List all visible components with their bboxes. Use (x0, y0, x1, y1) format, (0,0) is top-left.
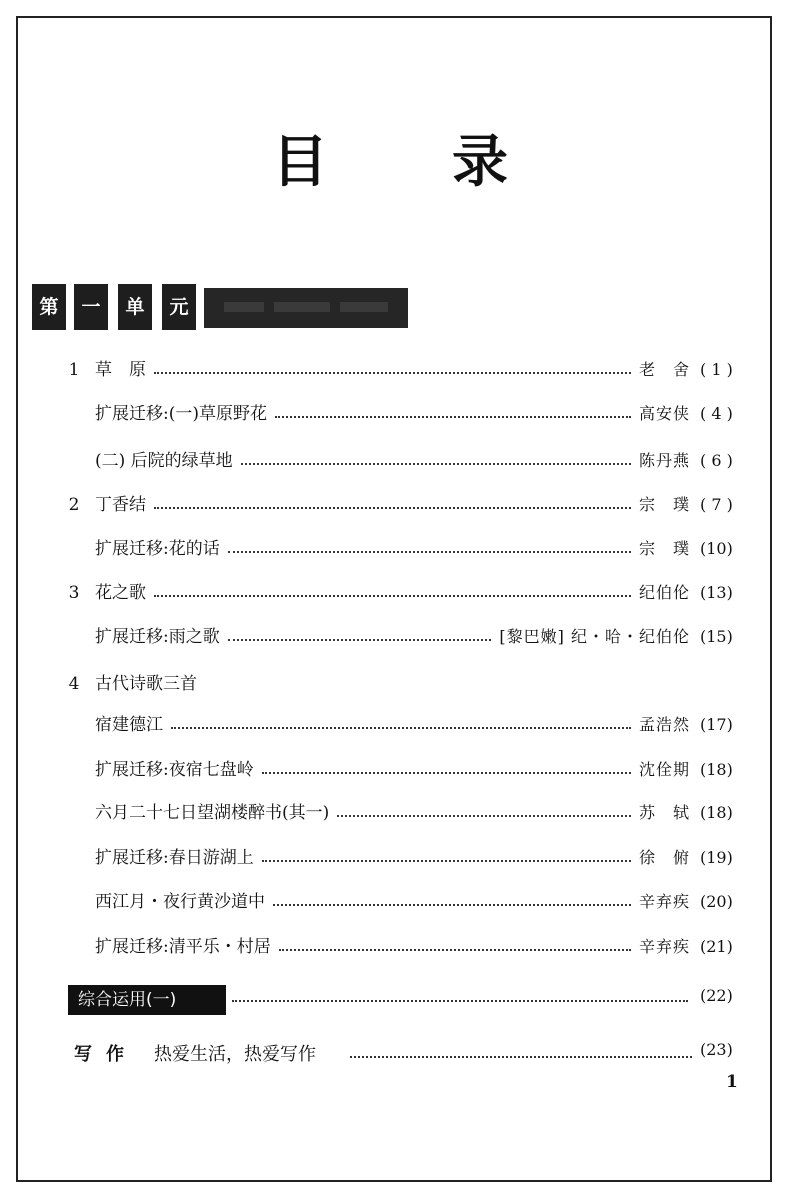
toc-title[interactable]: 宿建德江 (95, 711, 169, 739)
toc-leader (154, 595, 631, 597)
toc-author: 孟浩然 (638, 715, 690, 734)
footer-page-number: 1 (726, 1072, 738, 1092)
toc-row[interactable] (0, 670, 790, 698)
writing-key: 写作 (74, 1044, 138, 1065)
toc-author: 高安侠 (638, 404, 690, 423)
toc-author: 辛弃疾 (638, 937, 690, 956)
toc-title[interactable]: 西江月・夜行黄沙道中 (95, 888, 271, 916)
toc-author: 宗 璞 (638, 495, 690, 514)
toc-leader (262, 860, 631, 862)
toc-row[interactable] (0, 356, 790, 384)
toc-page: ( 4 ) (700, 404, 733, 423)
toc-title[interactable]: 扩展迁移:(一)草原野花 (95, 400, 273, 428)
toc-row[interactable] (0, 844, 790, 872)
toc-leader (337, 815, 631, 817)
toc-row[interactable] (0, 623, 790, 651)
toc-title[interactable]: 扩展迁移:夜宿七盘岭 (95, 756, 260, 784)
toc-author: 陈丹燕 (638, 451, 690, 470)
page-title (0, 128, 790, 198)
toc-page: (18) (700, 760, 733, 779)
toc-title[interactable]: 丁香结 (95, 491, 152, 519)
toc-author: 老 舍 (638, 360, 690, 379)
title-char-1: 目 (272, 130, 328, 195)
toc-row[interactable] (0, 799, 790, 827)
toc-page: (17) (700, 715, 733, 734)
toc-leader (171, 727, 631, 729)
toc-leader (262, 772, 631, 774)
toc-title[interactable]: 扩展迁移:清平乐・村居 (95, 933, 277, 961)
toc-author: 宗 璞 (638, 539, 690, 558)
toc-page: (15) (700, 627, 733, 646)
toc-row[interactable] (0, 400, 790, 428)
toc-page: ( 6 ) (700, 451, 733, 470)
toc-page: (10) (700, 539, 733, 558)
toc-author: [黎巴嫩] 纪・哈・纪伯伦 (499, 627, 690, 646)
unit-char: 单 (118, 284, 152, 330)
unit-banner (32, 284, 412, 330)
writing-leader (350, 1056, 692, 1058)
writing-page: (23) (700, 1040, 733, 1059)
toc-title[interactable]: (二) 后院的绿草地 (95, 447, 239, 475)
toc-page: ( 1 ) (700, 360, 733, 379)
toc-page: (19) (700, 848, 733, 867)
toc-title[interactable]: 扩展迁移:花的话 (95, 535, 226, 563)
unit-char: 元 (162, 284, 196, 330)
toc-number: 1 (68, 360, 80, 380)
toc-leader (241, 463, 631, 465)
comprehensive-leader (232, 1000, 688, 1002)
toc-author: 沈佺期 (638, 760, 690, 779)
toc-page: (21) (700, 937, 733, 956)
toc-leader (275, 416, 631, 418)
toc-row[interactable] (0, 933, 790, 961)
toc-leader (154, 372, 631, 374)
unit-char: 一 (74, 284, 108, 330)
toc-page: ( 7 ) (700, 495, 733, 514)
unit-theme-block (204, 288, 408, 328)
toc-page: (20) (700, 892, 733, 911)
toc-row[interactable] (0, 447, 790, 475)
toc-leader (154, 507, 631, 509)
toc-page: (18) (700, 803, 733, 822)
toc-row[interactable] (0, 711, 790, 739)
toc-author: 苏 轼 (638, 803, 690, 822)
toc-title[interactable]: 花之歌 (95, 579, 152, 607)
toc-row[interactable] (0, 756, 790, 784)
toc-author: 辛弃疾 (638, 892, 690, 911)
toc-leader (279, 949, 631, 951)
title-char-2: 录 (452, 130, 508, 195)
toc-title[interactable]: 古代诗歌三首 (95, 670, 203, 698)
comprehensive-label[interactable]: 综合运用(一) (68, 985, 226, 1015)
toc-title[interactable]: 六月二十七日望湖楼醉书(其一) (95, 799, 335, 827)
toc-number: 3 (68, 583, 80, 603)
toc-author: 徐 俯 (638, 848, 690, 867)
toc-title[interactable]: 扩展迁移:雨之歌 (95, 623, 226, 651)
toc-row[interactable] (0, 579, 790, 607)
toc-page: (13) (700, 583, 733, 602)
toc-title[interactable]: 草 原 (95, 356, 152, 384)
unit-char: 第 (32, 284, 66, 330)
toc-row[interactable] (0, 491, 790, 519)
toc-leader (228, 551, 631, 553)
writing-title[interactable]: 热爱生活，热爱写作 (154, 1044, 316, 1065)
toc-leader (228, 639, 492, 641)
toc-number: 2 (68, 495, 80, 515)
toc-row[interactable] (0, 535, 790, 563)
comprehensive-page: (22) (700, 986, 733, 1005)
toc-row[interactable] (0, 888, 790, 916)
toc-title[interactable]: 扩展迁移:春日游湖上 (95, 844, 260, 872)
toc-number: 4 (68, 674, 80, 694)
toc-author: 纪伯伦 (638, 583, 690, 602)
toc-leader (273, 904, 631, 906)
